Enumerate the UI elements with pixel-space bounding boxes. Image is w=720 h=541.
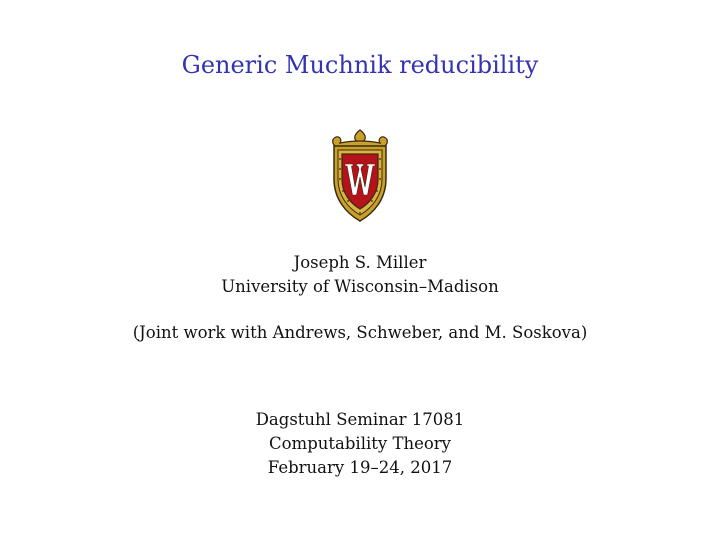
author-name: Joseph S. Miller bbox=[293, 253, 427, 272]
joint-work-note: (Joint work with Andrews, Schweber, and M. Soskova) bbox=[132, 323, 588, 342]
event-dates: February 19–24, 2017 bbox=[267, 458, 453, 477]
author-block bbox=[0, 251, 720, 299]
university-crest-icon bbox=[329, 129, 391, 224]
event-topic: Computability Theory bbox=[269, 434, 451, 453]
event-block bbox=[0, 408, 720, 480]
event-seminar: Dagstuhl Seminar 17081 bbox=[255, 410, 465, 429]
author-affiliation: University of Wisconsin–Madison bbox=[221, 277, 499, 296]
slide-title: Generic Muchnik reducibility bbox=[181, 51, 539, 79]
